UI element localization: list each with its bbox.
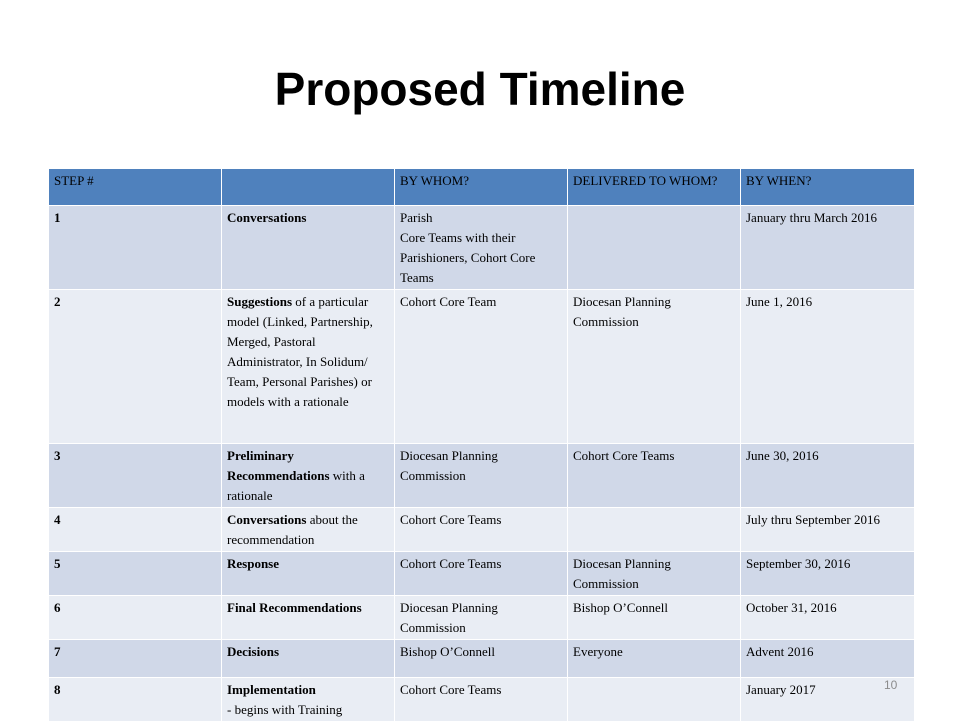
- by-whom-cell: Bishop O’Connell: [395, 640, 568, 678]
- step-number: 2: [49, 290, 222, 444]
- activity-title: Implementation: [227, 682, 316, 697]
- page-number: 10: [884, 678, 898, 692]
- activity-cell: [222, 206, 395, 290]
- activity-title: Preliminary Recommendations: [227, 448, 330, 483]
- table-row: [49, 552, 915, 596]
- step-number: 8: [49, 678, 222, 722]
- by-whom-text: Parish Core Teams with their Parishioners, Cohort Core Teams: [400, 210, 536, 285]
- delivered-to-cell: [568, 508, 741, 552]
- by-whom-cell: Cohort Core Teams: [395, 552, 568, 596]
- table-row: [49, 640, 915, 678]
- table-row: [49, 596, 915, 640]
- by-when-cell: January 2017: [741, 678, 915, 722]
- activity-cell: [222, 640, 395, 678]
- activity-title: Conversations: [227, 210, 307, 225]
- delivered-to-cell: Cohort Core Teams: [568, 444, 741, 508]
- step-number: 6: [49, 596, 222, 640]
- table-row: [49, 206, 915, 290]
- step-number: 1: [49, 206, 222, 290]
- delivered-to-cell: Everyone: [568, 640, 741, 678]
- activity-cell: [222, 678, 395, 722]
- table-row: [49, 678, 915, 722]
- step-number: 4: [49, 508, 222, 552]
- activity-cell: [222, 444, 395, 508]
- timeline-table: [48, 168, 915, 722]
- by-when-cell: October 31, 2016: [741, 596, 915, 640]
- header-delivered-to: DELIVERED TO WHOM?: [568, 169, 741, 206]
- step-number: 3: [49, 444, 222, 508]
- activity-title: Decisions: [227, 644, 279, 659]
- step-number: 7: [49, 640, 222, 678]
- activity-title: Suggestions: [227, 294, 293, 309]
- by-whom-cell: Diocesan Planning Commission: [395, 596, 568, 640]
- header-by-whom: BY WHOM?: [395, 169, 568, 206]
- table-row: [49, 508, 915, 552]
- activity-cell: [222, 596, 395, 640]
- by-when-cell: January thru March 2016: [741, 206, 915, 290]
- header-by-when: BY WHEN?: [741, 169, 915, 206]
- header-activity: [222, 169, 395, 206]
- delivered-to-cell: Diocesan Planning Commission: [568, 290, 741, 444]
- activity-cell: [222, 290, 395, 444]
- delivered-to-cell: [568, 206, 741, 290]
- activity-detail: - begins with Training: [227, 702, 343, 717]
- by-whom-cell: Diocesan Planning Commission: [395, 444, 568, 508]
- by-when-cell: September 30, 2016: [741, 552, 915, 596]
- table-header-row: [49, 169, 915, 206]
- by-whom-cell: Cohort Core Teams: [395, 508, 568, 552]
- activity-detail: about the recommendation: [227, 512, 358, 547]
- slide-title: Proposed Timeline: [274, 63, 686, 115]
- table-row: [49, 444, 915, 508]
- activity-detail: of a particular model (Linked, Partnership, Merged, Pastoral Administrator, In Solidum/ Team, Personal Parishes) or models with a rationale: [227, 294, 373, 409]
- activity-title: Conversations: [227, 512, 307, 527]
- by-when-cell: July thru September 2016: [741, 508, 915, 552]
- delivered-to-cell: Bishop O’Connell: [568, 596, 741, 640]
- by-when-cell: June 30, 2016: [741, 444, 915, 508]
- step-number: 5: [49, 552, 222, 596]
- header-step: STEP #: [49, 169, 222, 206]
- by-whom-cell: [395, 206, 568, 290]
- table-row: [49, 290, 915, 444]
- activity-detail: with a rationale: [227, 468, 365, 503]
- by-whom-cell: Cohort Core Teams: [395, 678, 568, 722]
- delivered-to-cell: [568, 678, 741, 722]
- by-when-cell: Advent 2016: [741, 640, 915, 678]
- by-when-cell: June 1, 2016: [741, 290, 915, 444]
- by-whom-cell: Cohort Core Team: [395, 290, 568, 444]
- activity-title: Response: [227, 556, 280, 571]
- activity-cell: [222, 508, 395, 552]
- delivered-to-cell: Diocesan Planning Commission: [568, 552, 741, 596]
- activity-cell: [222, 552, 395, 596]
- activity-title: Final Recommendations: [227, 600, 362, 615]
